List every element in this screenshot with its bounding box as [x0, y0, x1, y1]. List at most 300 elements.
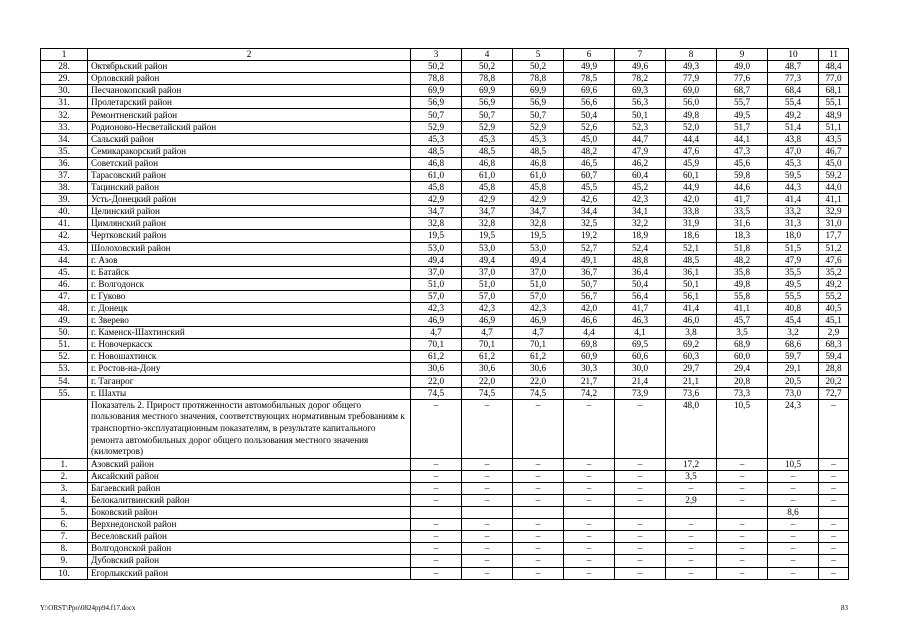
- page-number: 83: [841, 604, 848, 612]
- value-cell: 35,5: [768, 266, 819, 278]
- district-name: г. Волгодонск: [88, 278, 411, 290]
- district-name: Песчанокопский район: [88, 85, 411, 97]
- value-cell: 50,1: [615, 109, 666, 121]
- value-cell: 24,3: [768, 399, 819, 458]
- value-cell: 69,9: [513, 85, 564, 97]
- value-cell: 42,6: [564, 194, 615, 206]
- value-cell: 46,8: [411, 157, 462, 169]
- value-cell: 59,7: [768, 351, 819, 363]
- value-cell: [411, 507, 462, 519]
- value-cell: –: [462, 399, 513, 458]
- table-row: [41, 109, 849, 121]
- value-cell: 57,0: [462, 290, 513, 302]
- value-cell: –: [819, 555, 849, 567]
- value-cell: 21,1: [666, 375, 717, 387]
- value-cell: 4,1: [615, 327, 666, 339]
- value-cell: 52,3: [615, 121, 666, 133]
- value-cell: –: [513, 482, 564, 494]
- value-cell: 60,9: [564, 351, 615, 363]
- column-header: 3: [411, 49, 462, 61]
- district-name: г. Ростов-на-Дону: [88, 363, 411, 375]
- district-name: Верхнедонской район: [88, 519, 411, 531]
- column-header: 5: [513, 49, 564, 61]
- district-name: Аксайский район: [88, 470, 411, 482]
- value-cell: 68,4: [768, 85, 819, 97]
- value-cell: 60,0: [717, 351, 768, 363]
- value-cell: 22,0: [462, 375, 513, 387]
- district-name: Тацинский район: [88, 182, 411, 194]
- district-name: Боковский район: [88, 507, 411, 519]
- value-cell: 72,7: [819, 387, 849, 399]
- table-row: [41, 387, 849, 399]
- value-cell: 50,7: [462, 109, 513, 121]
- district-name: Орловский район: [88, 73, 411, 85]
- value-cell: 61,2: [411, 351, 462, 363]
- value-cell: –: [768, 470, 819, 482]
- value-cell: 45,5: [564, 182, 615, 194]
- value-cell: 40,8: [768, 302, 819, 314]
- value-cell: 52,7: [564, 242, 615, 254]
- value-cell: 3,5: [717, 327, 768, 339]
- value-cell: –: [666, 555, 717, 567]
- value-cell: 30,6: [462, 363, 513, 375]
- row-number: 52.: [41, 351, 88, 363]
- value-cell: 45,8: [411, 182, 462, 194]
- value-cell: 49,5: [768, 278, 819, 290]
- value-cell: 59,8: [717, 169, 768, 181]
- value-cell: 2,9: [666, 494, 717, 506]
- value-cell: –: [819, 519, 849, 531]
- value-cell: –: [768, 482, 819, 494]
- value-cell: 56,3: [615, 97, 666, 109]
- value-cell: 73,6: [666, 387, 717, 399]
- value-cell: 69,5: [615, 339, 666, 351]
- value-cell: 42,3: [615, 194, 666, 206]
- value-cell: 61,0: [513, 169, 564, 181]
- value-cell: 42,3: [462, 302, 513, 314]
- table-row: [41, 85, 849, 97]
- value-cell: 68,3: [819, 339, 849, 351]
- table-row: [41, 157, 849, 169]
- value-cell: 29,1: [768, 363, 819, 375]
- column-header: 2: [88, 49, 411, 61]
- value-cell: 41,1: [819, 194, 849, 206]
- value-cell: 50,2: [513, 61, 564, 73]
- value-cell: –: [717, 543, 768, 555]
- value-cell: 70,1: [411, 339, 462, 351]
- value-cell: 34,4: [564, 206, 615, 218]
- value-cell: 74,5: [411, 387, 462, 399]
- value-cell: 78,8: [462, 73, 513, 85]
- value-cell: 46,9: [411, 315, 462, 327]
- value-cell: 59,2: [819, 169, 849, 181]
- value-cell: 77,3: [768, 73, 819, 85]
- value-cell: 42,3: [513, 302, 564, 314]
- value-cell: 49,4: [513, 254, 564, 266]
- value-cell: 49,6: [615, 61, 666, 73]
- value-cell: 45,3: [462, 133, 513, 145]
- row-number: 8.: [41, 543, 88, 555]
- table-row: [41, 182, 849, 194]
- value-cell: 49,2: [819, 278, 849, 290]
- value-cell: 49,3: [666, 61, 717, 73]
- value-cell: 3,2: [768, 327, 819, 339]
- value-cell: 57,0: [513, 290, 564, 302]
- value-cell: –: [411, 543, 462, 555]
- value-cell: –: [615, 555, 666, 567]
- value-cell: 45,3: [411, 133, 462, 145]
- table-row: [41, 543, 849, 555]
- value-cell: 18,0: [768, 230, 819, 242]
- value-cell: 78,8: [513, 73, 564, 85]
- value-cell: 49,4: [411, 254, 462, 266]
- value-cell: 44,3: [768, 182, 819, 194]
- row-number: 45.: [41, 266, 88, 278]
- value-cell: 45,8: [462, 182, 513, 194]
- value-cell: 45,9: [666, 157, 717, 169]
- header-row: [41, 49, 849, 61]
- value-cell: 52,9: [513, 121, 564, 133]
- value-cell: –: [564, 555, 615, 567]
- value-cell: 19,2: [564, 230, 615, 242]
- value-cell: –: [564, 470, 615, 482]
- district-name: Дубовский район: [88, 555, 411, 567]
- value-cell: –: [513, 555, 564, 567]
- value-cell: 51,0: [411, 278, 462, 290]
- value-cell: 37,0: [513, 266, 564, 278]
- value-cell: 45,0: [819, 157, 849, 169]
- value-cell: 44,9: [666, 182, 717, 194]
- row-number: 35.: [41, 145, 88, 157]
- value-cell: 46,9: [513, 315, 564, 327]
- value-cell: –: [615, 399, 666, 458]
- value-cell: 36,4: [615, 266, 666, 278]
- value-cell: –: [615, 458, 666, 470]
- value-cell: 70,1: [513, 339, 564, 351]
- value-cell: 50,4: [615, 278, 666, 290]
- value-cell: –: [717, 470, 768, 482]
- district-name: г. Азов: [88, 254, 411, 266]
- value-cell: 50,4: [564, 109, 615, 121]
- row-number: 47.: [41, 290, 88, 302]
- value-cell: 32,2: [615, 218, 666, 230]
- value-cell: [462, 507, 513, 519]
- value-cell: 47,9: [615, 145, 666, 157]
- table-row: [41, 133, 849, 145]
- value-cell: 44,7: [615, 133, 666, 145]
- value-cell: –: [411, 470, 462, 482]
- value-cell: –: [462, 543, 513, 555]
- table-row: [41, 97, 849, 109]
- district-name: Багаевский район: [88, 482, 411, 494]
- value-cell: –: [462, 494, 513, 506]
- value-cell: 61,0: [462, 169, 513, 181]
- data-table: [40, 48, 849, 580]
- value-cell: –: [819, 543, 849, 555]
- table-row: [41, 482, 849, 494]
- table-row: [41, 458, 849, 470]
- value-cell: 42,9: [513, 194, 564, 206]
- value-cell: 78,8: [411, 73, 462, 85]
- value-cell: –: [666, 543, 717, 555]
- value-cell: 33,8: [666, 206, 717, 218]
- value-cell: –: [615, 470, 666, 482]
- value-cell: 48,7: [768, 61, 819, 73]
- value-cell: 49,8: [717, 278, 768, 290]
- value-cell: –: [666, 482, 717, 494]
- table-row: [41, 375, 849, 387]
- row-number: 2.: [41, 470, 88, 482]
- value-cell: –: [462, 567, 513, 579]
- value-cell: 8,6: [768, 507, 819, 519]
- value-cell: –: [462, 555, 513, 567]
- table-row: [41, 169, 849, 181]
- value-cell: 56,4: [615, 290, 666, 302]
- value-cell: 49,8: [666, 109, 717, 121]
- value-cell: –: [819, 482, 849, 494]
- value-cell: 77,0: [819, 73, 849, 85]
- value-cell: 69,6: [564, 85, 615, 97]
- table-row: [41, 494, 849, 506]
- value-cell: 52,9: [462, 121, 513, 133]
- value-cell: 28,8: [819, 363, 849, 375]
- row-number: 40.: [41, 206, 88, 218]
- value-cell: 34,7: [462, 206, 513, 218]
- district-name: г. Каменск-Шахтинский: [88, 327, 411, 339]
- column-header: 6: [564, 49, 615, 61]
- value-cell: 33,2: [768, 206, 819, 218]
- table-row: [41, 218, 849, 230]
- district-name: Тарасовский район: [88, 169, 411, 181]
- value-cell: –: [717, 482, 768, 494]
- value-cell: –: [768, 567, 819, 579]
- row-number: 42.: [41, 230, 88, 242]
- value-cell: 78,5: [564, 73, 615, 85]
- column-header: 1: [41, 49, 88, 61]
- value-cell: 48,5: [666, 254, 717, 266]
- value-cell: [564, 507, 615, 519]
- district-name: Советский район: [88, 157, 411, 169]
- row-number: 31.: [41, 97, 88, 109]
- value-cell: 48,2: [717, 254, 768, 266]
- value-cell: –: [462, 458, 513, 470]
- value-cell: 49,9: [564, 61, 615, 73]
- value-cell: –: [717, 519, 768, 531]
- district-name: г. Зверево: [88, 315, 411, 327]
- value-cell: 41,7: [717, 194, 768, 206]
- value-cell: –: [411, 399, 462, 458]
- district-name: Егорлыкский район: [88, 567, 411, 579]
- value-cell: 78,2: [615, 73, 666, 85]
- value-cell: 69,9: [411, 85, 462, 97]
- value-cell: 19,5: [411, 230, 462, 242]
- value-cell: 4,7: [411, 327, 462, 339]
- value-cell: 45,4: [768, 315, 819, 327]
- value-cell: 47,3: [717, 145, 768, 157]
- value-cell: 60,7: [564, 169, 615, 181]
- row-number: 7.: [41, 531, 88, 543]
- value-cell: 56,1: [666, 290, 717, 302]
- value-cell: 45,7: [717, 315, 768, 327]
- value-cell: 44,0: [819, 182, 849, 194]
- value-cell: –: [564, 458, 615, 470]
- value-cell: 56,9: [513, 97, 564, 109]
- value-cell: 44,1: [717, 133, 768, 145]
- table-row: [41, 206, 849, 218]
- value-cell: –: [717, 531, 768, 543]
- value-cell: 69,8: [564, 339, 615, 351]
- value-cell: –: [615, 494, 666, 506]
- value-cell: –: [615, 482, 666, 494]
- value-cell: 68,9: [717, 339, 768, 351]
- value-cell: [666, 507, 717, 519]
- value-cell: 51,7: [717, 121, 768, 133]
- value-cell: –: [411, 458, 462, 470]
- value-cell: 49,0: [717, 61, 768, 73]
- value-cell: 17,7: [819, 230, 849, 242]
- district-name: Чертковский район: [88, 230, 411, 242]
- value-cell: 55,7: [717, 97, 768, 109]
- value-cell: –: [564, 543, 615, 555]
- value-cell: –: [819, 399, 849, 458]
- value-cell: –: [564, 494, 615, 506]
- value-cell: 46,5: [564, 157, 615, 169]
- value-cell: –: [819, 531, 849, 543]
- table-row: [41, 302, 849, 314]
- district-name: г. Новочеркасск: [88, 339, 411, 351]
- value-cell: 56,0: [666, 97, 717, 109]
- value-cell: 55,2: [819, 290, 849, 302]
- table-row: [41, 519, 849, 531]
- value-cell: 31,3: [768, 218, 819, 230]
- district-name: Семикаракорский район: [88, 145, 411, 157]
- row-number: 49.: [41, 315, 88, 327]
- value-cell: 18,3: [717, 230, 768, 242]
- value-cell: 19,5: [462, 230, 513, 242]
- table-row: [41, 278, 849, 290]
- value-cell: 56,9: [462, 97, 513, 109]
- value-cell: 4,7: [513, 327, 564, 339]
- value-cell: 31,9: [666, 218, 717, 230]
- value-cell: 4,7: [462, 327, 513, 339]
- table-row: [41, 230, 849, 242]
- value-cell: 21,4: [615, 375, 666, 387]
- value-cell: 41,1: [717, 302, 768, 314]
- value-cell: 42,0: [666, 194, 717, 206]
- value-cell: 32,8: [462, 218, 513, 230]
- value-cell: 50,7: [564, 278, 615, 290]
- row-number: 36.: [41, 157, 88, 169]
- value-cell: 46,3: [615, 315, 666, 327]
- value-cell: 51,1: [819, 121, 849, 133]
- value-cell: 68,7: [717, 85, 768, 97]
- value-cell: 48,5: [462, 145, 513, 157]
- value-cell: 53,0: [411, 242, 462, 254]
- value-cell: 34,7: [411, 206, 462, 218]
- value-cell: 61,0: [411, 169, 462, 181]
- value-cell: 49,2: [768, 109, 819, 121]
- row-number: 51.: [41, 339, 88, 351]
- district-name: Родионово-Несветайский район: [88, 121, 411, 133]
- value-cell: 42,3: [411, 302, 462, 314]
- value-cell: –: [564, 519, 615, 531]
- value-cell: 52,4: [615, 242, 666, 254]
- value-cell: 20,8: [717, 375, 768, 387]
- value-cell: 3,8: [666, 327, 717, 339]
- column-header: 9: [717, 49, 768, 61]
- value-cell: 55,5: [768, 290, 819, 302]
- value-cell: 47,9: [768, 254, 819, 266]
- value-cell: –: [513, 399, 564, 458]
- value-cell: 48,9: [819, 109, 849, 121]
- value-cell: 30,3: [564, 363, 615, 375]
- row-number: 54.: [41, 375, 88, 387]
- value-cell: 56,7: [564, 290, 615, 302]
- table-row: [41, 254, 849, 266]
- value-cell: [819, 507, 849, 519]
- value-cell: 46,9: [462, 315, 513, 327]
- table-row: [41, 73, 849, 85]
- value-cell: 42,0: [564, 302, 615, 314]
- value-cell: –: [411, 482, 462, 494]
- row-number: 29.: [41, 73, 88, 85]
- value-cell: 55,4: [768, 97, 819, 109]
- value-cell: 31,6: [717, 218, 768, 230]
- value-cell: 50,2: [411, 61, 462, 73]
- row-number: 10.: [41, 567, 88, 579]
- district-name: г. Шахты: [88, 387, 411, 399]
- column-header: 8: [666, 49, 717, 61]
- value-cell: 61,2: [513, 351, 564, 363]
- value-cell: 55,8: [717, 290, 768, 302]
- value-cell: 61,2: [462, 351, 513, 363]
- value-cell: –: [513, 519, 564, 531]
- value-cell: 41,4: [666, 302, 717, 314]
- value-cell: –: [615, 531, 666, 543]
- value-cell: 45,2: [615, 182, 666, 194]
- value-cell: –: [717, 567, 768, 579]
- value-cell: 51,8: [717, 242, 768, 254]
- value-cell: 74,5: [462, 387, 513, 399]
- value-cell: 30,0: [615, 363, 666, 375]
- value-cell: –: [513, 543, 564, 555]
- row-number: 34.: [41, 133, 88, 145]
- value-cell: 69,3: [615, 85, 666, 97]
- value-cell: –: [462, 470, 513, 482]
- column-header: 11: [819, 49, 849, 61]
- table-row: [41, 121, 849, 133]
- district-name: г. Донецк: [88, 302, 411, 314]
- district-name: Веселовский район: [88, 531, 411, 543]
- value-cell: 37,0: [462, 266, 513, 278]
- value-cell: 57,0: [411, 290, 462, 302]
- value-cell: –: [666, 567, 717, 579]
- value-cell: –: [717, 555, 768, 567]
- table-row: [41, 327, 849, 339]
- value-cell: 68,6: [768, 339, 819, 351]
- value-cell: –: [462, 482, 513, 494]
- value-cell: 36,7: [564, 266, 615, 278]
- row-number: 5.: [41, 507, 88, 519]
- value-cell: 19,5: [513, 230, 564, 242]
- value-cell: 45,0: [564, 133, 615, 145]
- value-cell: 69,2: [666, 339, 717, 351]
- indicator-description: Показатель 2. Прирост протяженности автомобильных дорог общего пользования местного значения, соответствующих нормативным требованиям к транспортно-эксплуатационным показателям, в результате капитального ремонта автомобильных дорог общего пользования местного значения (километров): [88, 399, 411, 458]
- value-cell: 4,4: [564, 327, 615, 339]
- row-number: 38.: [41, 182, 88, 194]
- value-cell: 56,6: [564, 97, 615, 109]
- value-cell: 35,2: [819, 266, 849, 278]
